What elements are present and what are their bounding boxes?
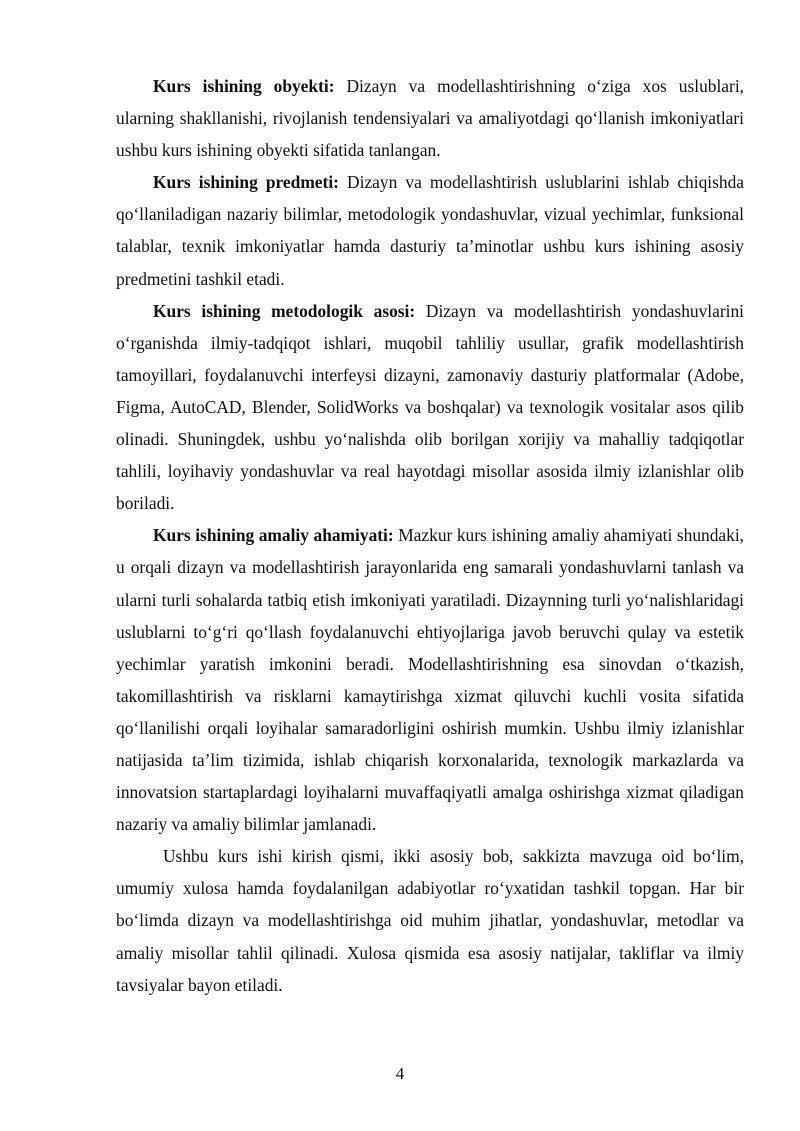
paragraph-heading: Kurs ishining obyekti: bbox=[153, 76, 335, 96]
paragraph-subject bbox=[116, 166, 744, 294]
paragraph-methodology bbox=[116, 295, 744, 520]
paragraph-heading: Kurs ishining predmeti: bbox=[153, 172, 339, 193]
paragraph-text: Dizayn va modellashtirish yondashuvlarini o‘rganishda ilmiy-tadqiqot ishlari, muqobil tahliliy usullar, grafik modellashtirish tamoyillari, foydalanuvchi interfeysi dizayni, zamonaviy dasturiy platformalar (Adobe, Figma, AutoCAD, Blender, SolidWorks va boshqalar) va texnologik vositalar asos qilib olinadi. Shuningdek, ushbu yo‘nalishda olib borilgan xorijiy va mahalliy tadqiqotlar tahlili, loyihaviy yondashuvlar va real hayotdagi misollar asosida ilmiy izlanishlar olib boriladi. bbox=[116, 300, 744, 514]
paragraph-structure: Ushbu kurs ishi kirish qismi, ikki asosiy bob, sakkizta mavzuga oid bo‘lim, umumiy xulosa hamda foydalanilgan adabiyotlar ro‘yxatidan tashkil topgan. Har bir bo‘limda dizayn va modellashtirishga oid muhim jihatlar, yondashuvlar, metodlar va amaliy misollar tahlil qilinadi. Xulosa qismida esa asosiy natijalar, takliflar va ilmiy tavsiyalar bayon etiladi. bbox=[116, 846, 744, 995]
page-body bbox=[116, 70, 744, 1001]
page-number: 4 bbox=[395, 1064, 405, 1083]
paragraph-heading: Kurs ishining metodologik asosi: bbox=[153, 300, 416, 321]
paragraph-object bbox=[116, 70, 744, 166]
paragraph-text: Dizayn va modellashtirish uslublarini ishlab chiqishda qo‘llaniladigan nazariy bilimlar, metodologik yondashuvlar, vizual yechimlar, funksional talablar, texnik imkoniyatlar hamda dasturiy ta’minotlar ushbu kurs ishining asosiy predmetini tashkil etadi. bbox=[116, 172, 744, 289]
paragraph-text: Dizayn va modellashtirishning o‘ziga xos uslublari, ularning shakllanishi, rivojlanish tendensiyalari va amaliyotdagi qo‘llanish imkoniyatlari ushbu kurs ishining obyekti sifatida tanlangan. bbox=[116, 76, 744, 161]
paragraph-practical-significance bbox=[116, 519, 744, 840]
paragraph-heading: Kurs ishining amaliy ahamiyati: bbox=[153, 525, 394, 546]
paragraph-text: Mazkur kurs ishining amaliy ahamiyati shundaki, u orqali dizayn va modellashtirish jarayonlarida eng samarali yondashuvlarni tanlash va ularni turli sohalarda tatbiq etish imkoniyati yaratiladi. Dizaynning turli yo‘nalishlaridagi uslublarni to‘g‘ri qo‘llash foydalanuvchi ehtiyojlariga javob beruvchi qulay va estetik yechimlar yaratish imkonini beradi. Modellashtirishning esa sinovdan o‘tkazish, takomillashtirish va risklarni kamaytirishga xizmat qiluvchi kuchli vosita sifatida qo‘llanilishi orqali loyihalar samaradorligini oshirish mumkin. Ushbu ilmiy izlanishlar natijasida ta’lim tizimida, ishlab chiqarish korxonalarida, texnologik markazlarda va innovatsion startaplardagi loyihalarni muvaffaqiyatli amalga oshirishga xizmat qiladigan nazariy va amaliy bilimlar jamlanadi. bbox=[116, 525, 744, 835]
